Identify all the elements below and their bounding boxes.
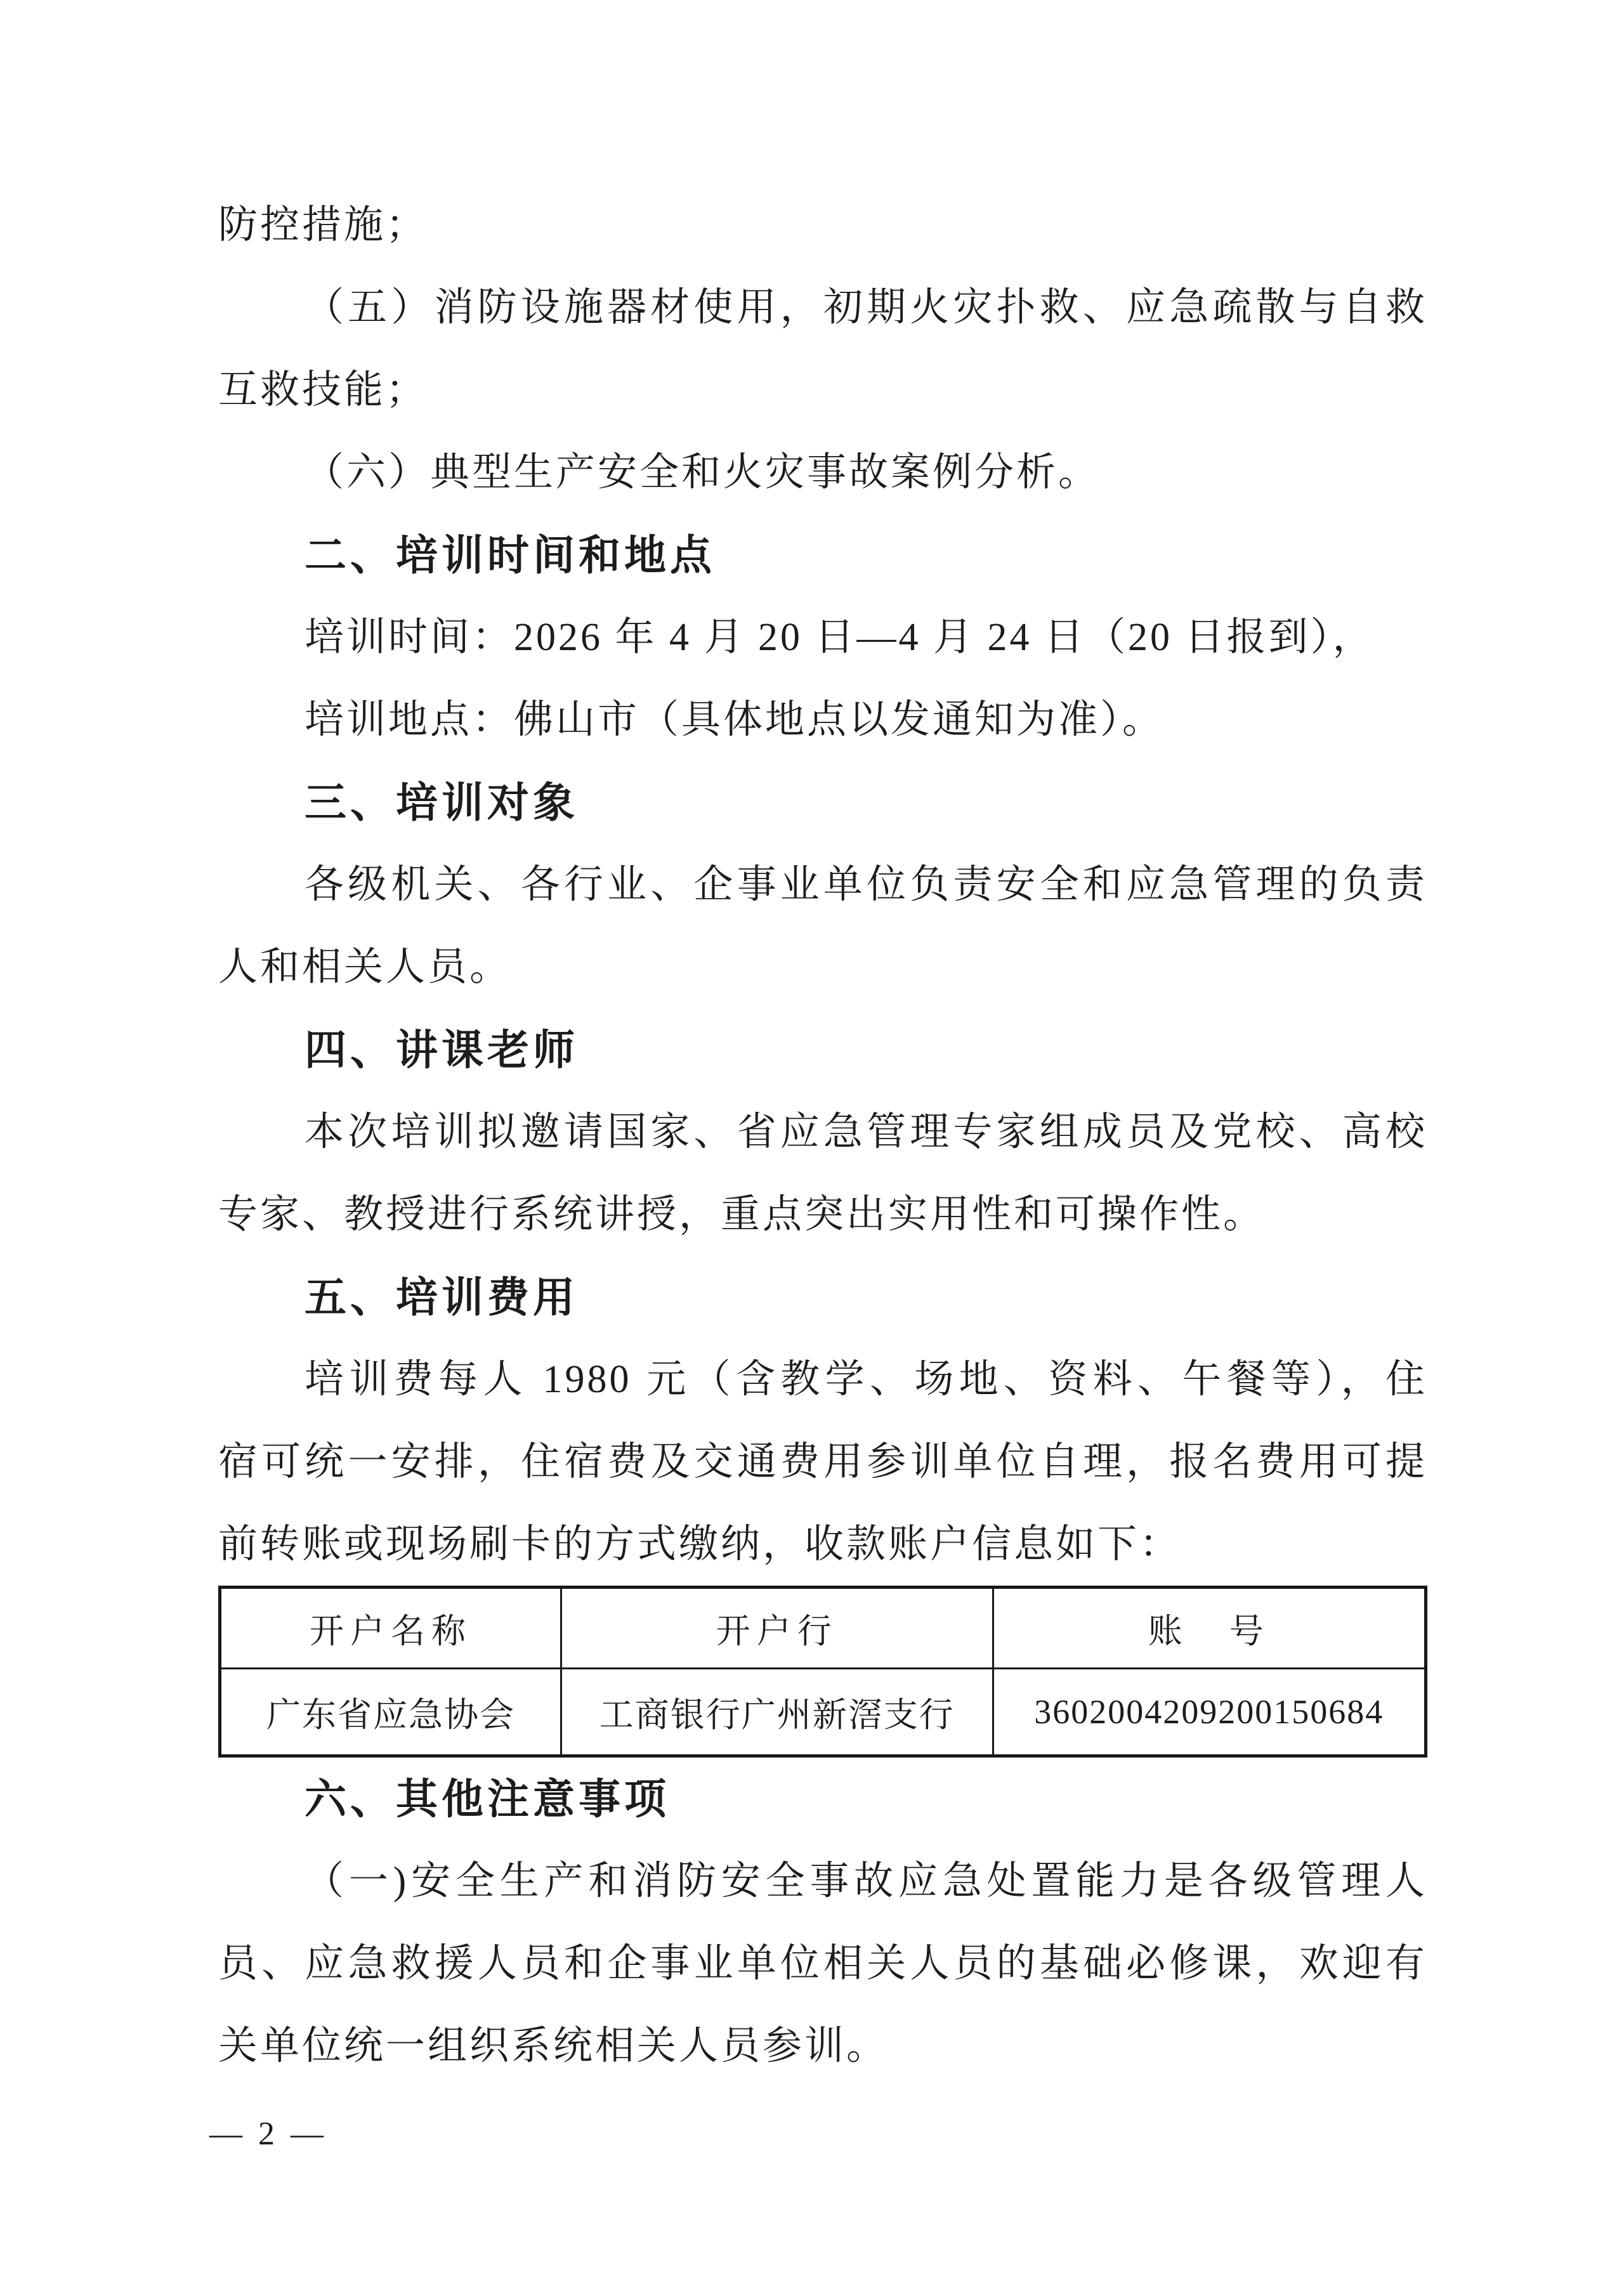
table-header-cell: 开户行 xyxy=(561,1588,993,1669)
section-heading: 四、讲课老师 xyxy=(304,1026,579,1073)
text-line: （五）消防设施器材使用，初期火灾扑救、应急疏散与自救 xyxy=(304,286,1427,329)
text-line: 培训地点：佛山市（具体地点以发通知为准）。 xyxy=(304,698,1165,741)
payment-account-table xyxy=(218,1586,1427,1758)
text-line: 专家、教授进行系统讲授，重点突出实用性和可操作性。 xyxy=(218,1193,1266,1236)
section-heading: 二、培训时间和地点 xyxy=(304,532,716,578)
table-data-cell: 工商银行广州新滘支行 xyxy=(561,1669,993,1756)
text-line: （六）典型生产安全和火灾事故案例分析。 xyxy=(304,451,1101,494)
text-line: 各级机关、各行业、企事业单位负责安全和应急管理的负责 xyxy=(304,863,1427,906)
page-number: — 2 — xyxy=(209,2116,327,2152)
section-heading: 五、培训费用 xyxy=(304,1274,579,1321)
table-header-row xyxy=(220,1588,1426,1669)
text-line: 本次培训拟邀请国家、省应急管理专家组成员及党校、高校 xyxy=(304,1111,1427,1154)
text-line: 关单位统一组织系统相关人员参训。 xyxy=(218,2025,889,2068)
table-data-cell: 3602004209200150684 xyxy=(993,1669,1425,1756)
table-header-cell: 开户名称 xyxy=(220,1588,561,1669)
text-line: 员、应急救援人员和企事业单位相关人员的基础必修课，欢迎有 xyxy=(218,1942,1427,1985)
text-line: 互救技能； xyxy=(218,369,428,412)
text-line: 宿可统一安排，住宿费及交通费用参训单位自理，报名费用可提 xyxy=(218,1440,1427,1484)
table-header-cell: 账 号 xyxy=(993,1588,1425,1669)
text-line: 前转账或现场刷卡的方式缴纳，收款账户信息如下： xyxy=(218,1523,1182,1566)
section-heading: 六、其他注意事项 xyxy=(304,1775,670,1822)
text-line: （一)安全生产和消防安全事故应急处置能力是各级管理人 xyxy=(304,1860,1427,1903)
text-line: 防控措施； xyxy=(218,204,428,247)
table-data-cell: 广东省应急协会 xyxy=(220,1669,561,1756)
section-heading: 三、培训对象 xyxy=(304,779,579,826)
document-body xyxy=(218,184,1427,2087)
text-line: 人和相关人员。 xyxy=(218,946,512,989)
text-line: 培训时间：2026 年 4 月 20 日—4 月 24 日（20 日报到）， xyxy=(304,616,1375,659)
table-row xyxy=(220,1669,1426,1756)
text-line: 培训费每人 1980 元（含教学、场地、资料、午餐等），住 xyxy=(304,1358,1427,1401)
